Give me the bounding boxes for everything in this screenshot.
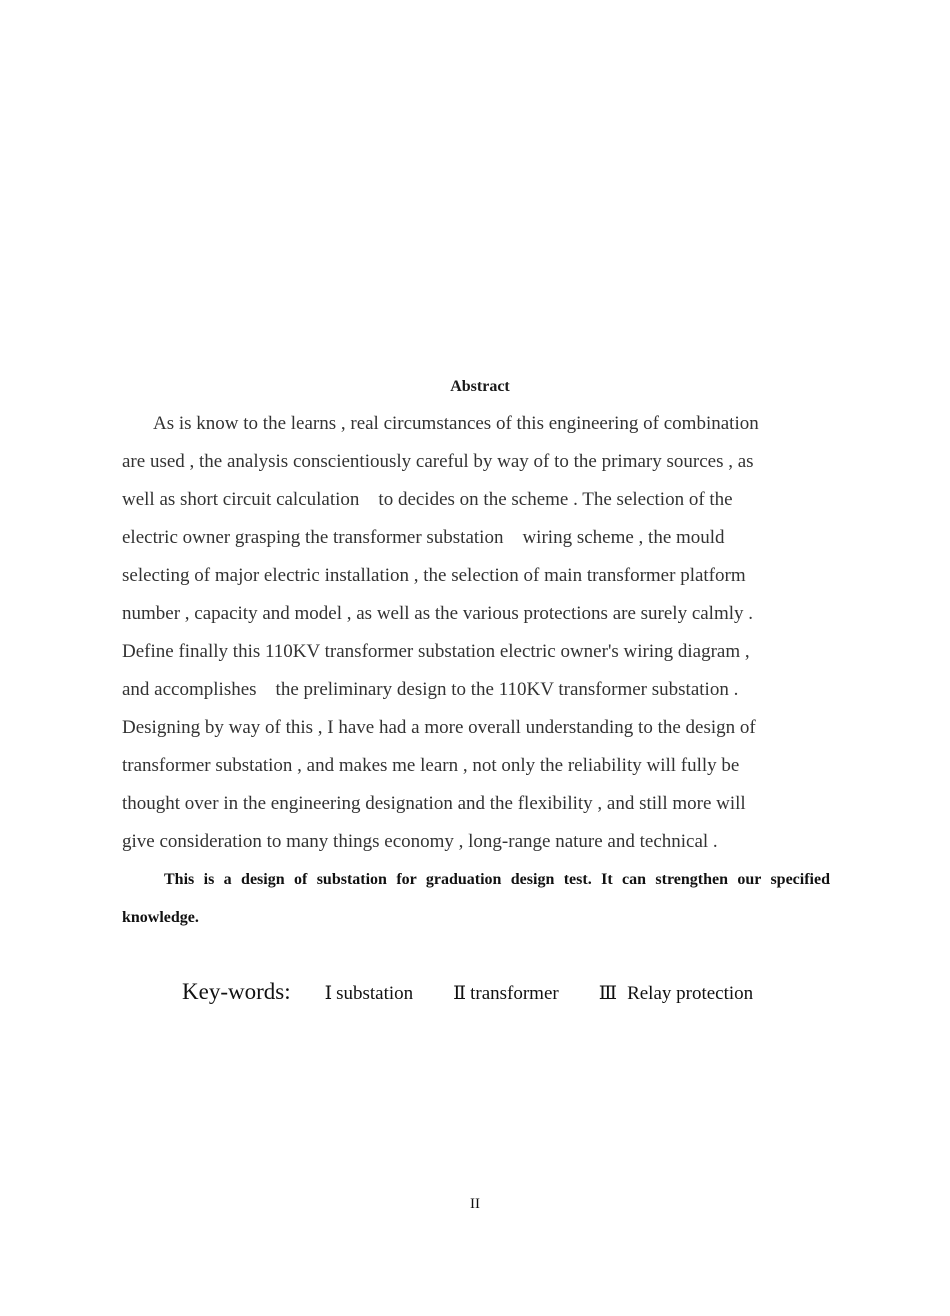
keyword-text: substation (336, 983, 414, 1004)
bold-summary-paragraph (122, 864, 830, 940)
abstract-body (122, 405, 842, 861)
keyword-number: Ⅰ (324, 983, 333, 1004)
keyword-text: Relay protection (627, 983, 754, 1004)
abstract-line: well as short circuit calculation to decides on the scheme . The selection of the (122, 489, 733, 510)
abstract-line: transformer substation , and makes me learn , not only the reliability will fully be (122, 755, 740, 776)
keyword-number: Ⅱ (453, 983, 467, 1004)
abstract-line: selecting of major electric installation , the selection of main transformer platform (122, 565, 746, 586)
abstract-line: number , capacity and model , as well as the various protections are surely calmly . (122, 603, 754, 624)
keyword-item (453, 978, 559, 1010)
keyword-item (325, 978, 414, 1010)
bold-summary-line: knowledge. (122, 909, 199, 926)
abstract-heading: Abstract (450, 378, 510, 395)
page-number: II (470, 1196, 480, 1212)
abstract-line: thought over in the engineering designation and the flexibility , and still more will (122, 793, 746, 814)
keywords-row (182, 976, 753, 1008)
abstract-line: As is know to the learns , real circumstances of this engineering of combination (153, 413, 759, 434)
abstract-line: are used , the analysis conscientiously careful by way of to the primary sources , as (122, 451, 754, 472)
keyword-item (599, 978, 753, 1010)
bold-summary-line: This is a design of substation for graduation design test. It can strengthen our specified (164, 871, 830, 888)
abstract-line: Define finally this 110KV transformer substation electric owner's wiring diagram , (122, 641, 750, 662)
abstract-line: Designing by way of this , I have had a more overall understanding to the design of (122, 717, 756, 738)
abstract-line: electric owner grasping the transformer substation wiring scheme , the mould (122, 527, 725, 548)
keyword-text: transformer (470, 983, 559, 1004)
keywords-label: Key-words: (182, 979, 291, 1004)
abstract-line: give consideration to many things economy , long-range nature and technical . (122, 831, 718, 852)
abstract-line: and accomplishes the preliminary design to the 110KV transformer substation . (122, 679, 739, 700)
keyword-number: Ⅲ (598, 983, 618, 1004)
